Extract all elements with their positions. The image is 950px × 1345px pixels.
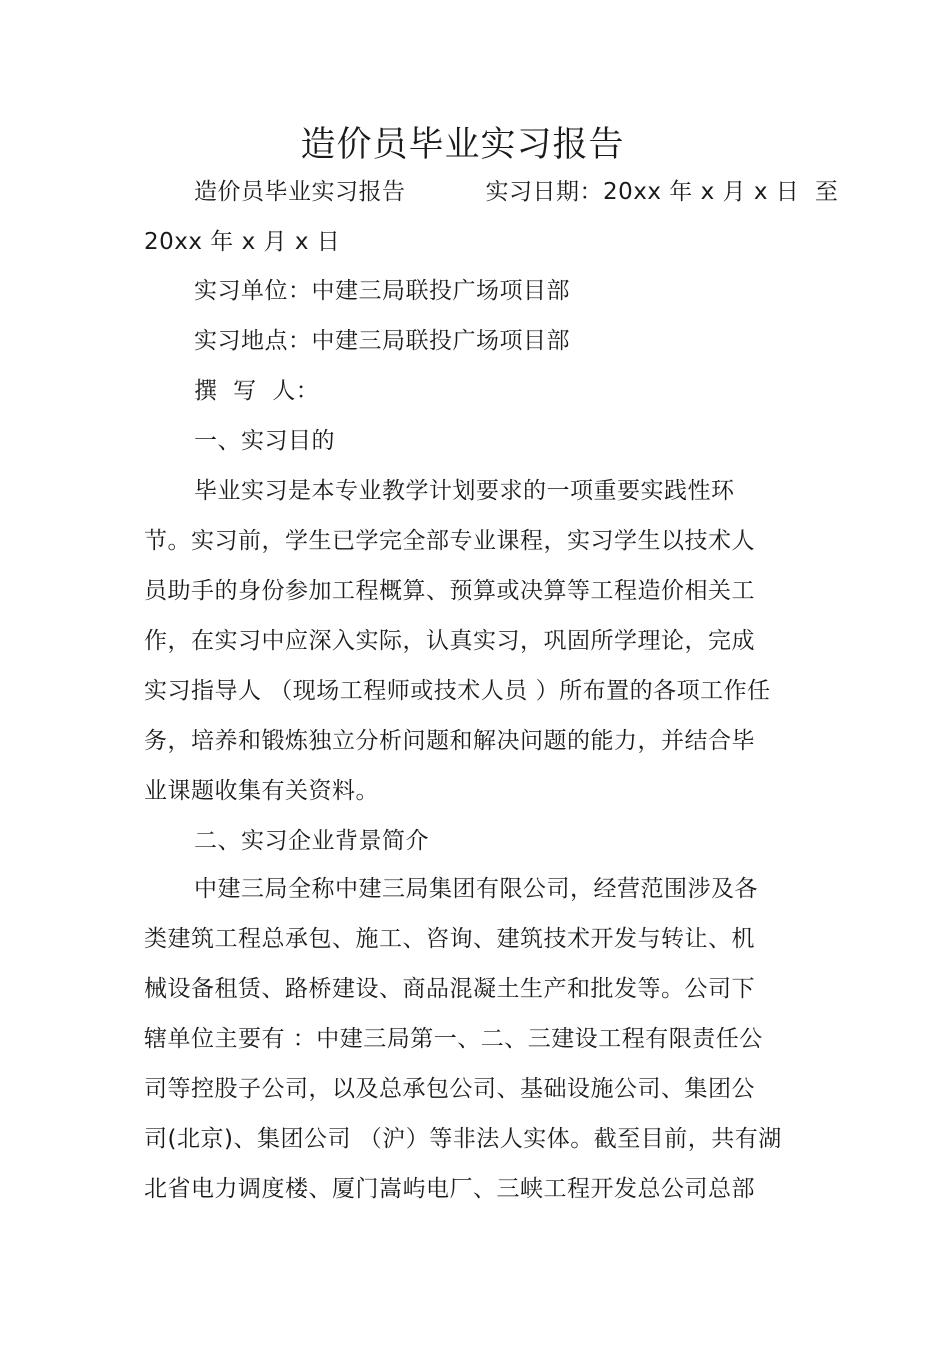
author-label: 撰 写 人： <box>194 378 320 404</box>
report-name: 造价员毕业实习报告 <box>194 179 406 205</box>
paragraph-line: 辖单位主要有 ：中建三局第一、二、三建设工程有限责任公 <box>144 1026 763 1052</box>
paragraph-line: 司(北京)、集团公司 （沪）等非法人实体。截至目前，共有湖 <box>144 1126 782 1152</box>
header-line <box>194 177 838 207</box>
paragraph-line: 节。实习前，学生已学完全部专业课程，实习学生以技术人 <box>144 528 755 554</box>
paragraph-line: 类建筑工程总承包、施工、咨询、建筑技术开发与转让、机 <box>144 926 755 952</box>
page-title: 造价员毕业实习报告 <box>300 125 625 165</box>
section-heading-purpose: 一、实习目的 <box>194 428 335 454</box>
paragraph-line: 中建三局全称中建三局集团有限公司，经营范围涉及各 <box>194 876 758 902</box>
paragraph-line: 司等控股子公司，以及总承包公司、基础设施公司、集团公 <box>144 1076 755 1102</box>
paragraph-line: 实习指导人 （现场工程师或技术人员 ）所布置的各项工作任 <box>144 678 771 704</box>
internship-location: 实习地点：中建三局联投广场项目部 <box>194 328 570 354</box>
paragraph-line: 员助手的身份参加工程概算、预算或决算等工程造价相关工 <box>144 578 755 604</box>
paragraph-line: 务，培养和锻炼独立分析问题和解决问题的能力，并结合毕 <box>144 728 755 754</box>
paragraph-line: 械设备租赁、路桥建设、商品混凝土生产和批发等。公司下 <box>144 976 755 1002</box>
paragraph-line: 作，在实习中应深入实际，认真实习，巩固所学理论，完成 <box>144 628 755 654</box>
internship-date-continued: 20xx 年 x 月 x 日 <box>144 229 341 255</box>
paragraph-line: 业课题收集有关资料。 <box>144 778 379 804</box>
internship-date: 实习日期：20xx 年 x 月 x 日 至 <box>485 179 839 205</box>
paragraph-line: 毕业实习是本专业教学计划要求的一项重要实践性环 <box>194 478 735 504</box>
paragraph-line: 北省电力调度楼、厦门嵩屿电厂、三峡工程开发总公司总部 <box>144 1176 755 1202</box>
internship-unit: 实习单位：中建三局联投广场项目部 <box>194 278 570 304</box>
section-heading-background: 二、实习企业背景简介 <box>194 828 429 854</box>
